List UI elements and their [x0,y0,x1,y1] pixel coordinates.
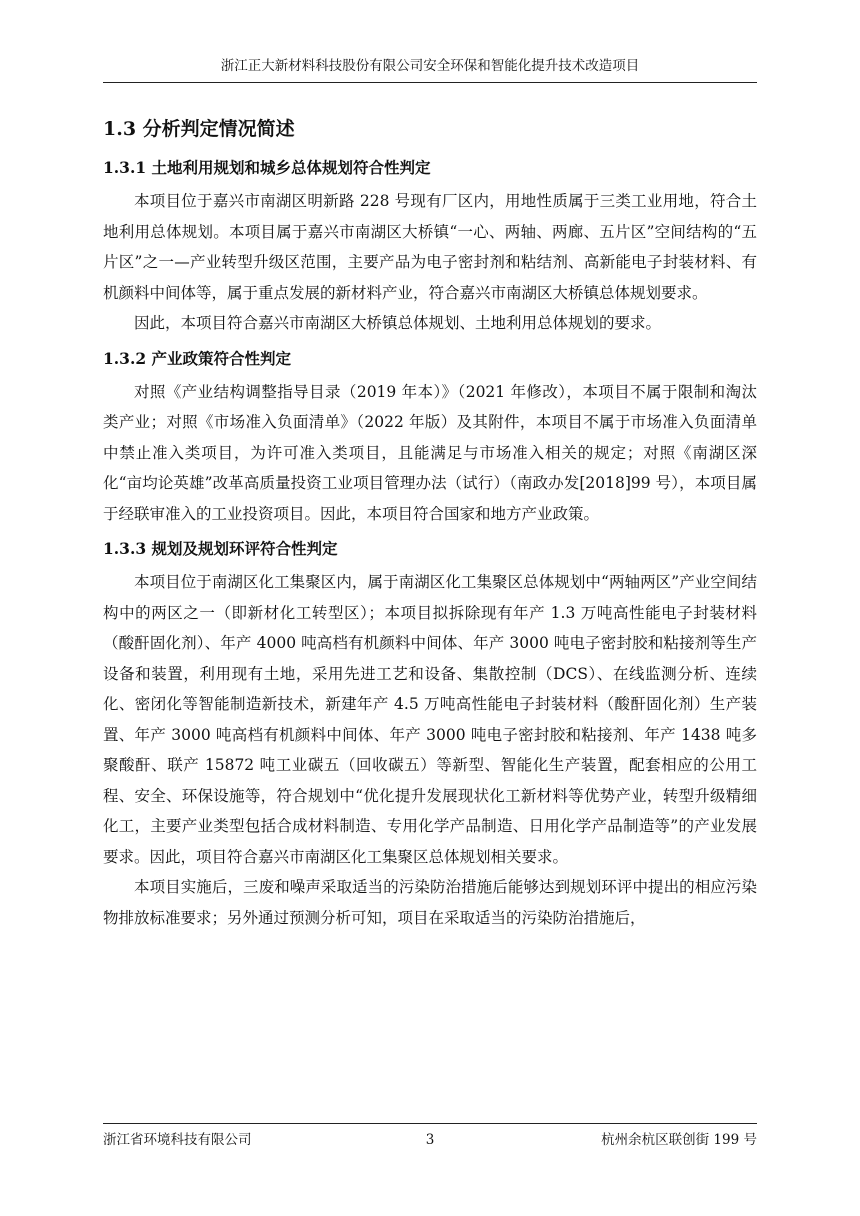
subsection-heading-1-3-3: 1.3.3 规划及规划环评符合性判定 [103,539,338,558]
subsection-heading-1-3-2: 1.3.2 产业政策符合性判定 [103,348,292,368]
paragraph: 本项目位于嘉兴市南湖区明新路 228 号现有厂区内，用地性质属于三类工业用地，符合土地利用总体规划。本项目属于嘉兴市南湖区大桥镇“一心、两轴、两廊、五片区”空间结构的“五片区”之一—产业转型升级区范围，主要产品为电子密封剂和粘结剂、高新能电子封装材料、有机颜料中间体等，属于重点发展的新材料产业，符合嘉兴市南湖区大桥镇总体规划要求。 [103,192,757,302]
section-heading: 1.3 分析判定情况简述 [103,118,295,140]
paragraph: 对照《产业结构调整指导目录（2019 年本）》（2021 年修改），本项目不属于限制和淘汰类产业；对照《市场准入负面清单》（2022 年版）及其附件，本项目不属于市场准入负面清单中禁止准入类项目，为许可准入类项目，且能满足与市场准入相关的规定；对照《南湖区深化“亩均论英雄”改革高质量投资工业项目管理办法（试行）（南政办发[2018]99 号），本项目属于经联审准入的工业投资项目。因此，本项目符合国家和地方产业政策。 [103,382,757,523]
page-footer [103,1123,757,1150]
page-header: 浙江正大新材料科技股份有限公司安全环保和智能化提升技术改造项目 [103,56,757,83]
page-number: 3 [425,1132,435,1148]
paragraph: 本项目实施后，三废和噪声采取适当的污染防治措施后能够达到规划环评中提出的相应污染物排放标准要求；另外通过预测分析可知，项目在采取适当的污染防治措施后， [103,878,757,927]
paragraph: 因此，本项目符合嘉兴市南湖区大桥镇总体规划、土地利用总体规划的要求。 [134,314,662,332]
footer-company: 浙江省环境科技有限公司 [103,1132,252,1148]
paragraph: 本项目位于南湖区化工集聚区内，属于南湖区化工集聚区总体规划中“两轴两区”产业空间结构中的两区之一（即新材化工转型区）；本项目拟拆除现有年产 1.3 万吨高性能电子封装材料（酸酐固化剂）、年产 4000 吨高档有机颜料中间体、年产 3000 吨电子密封胶和粘接剂等生产设备和装置，利用现有土地，采用先进工艺和设备、集散控制（DCS）、在线监测分析、连续化、密闭化等智能制造新技术，新建年产 4.5 万吨高性能电子封装材料（酸酐固化剂）生产装置、年产 3000 吨高档有机颜料中间体、年产 3000 吨电子密封胶和粘接剂、年产 1438 吨多聚酸酐、联产 15872 吨工业碳五（回收碳五）等新型、智能化生产装置，配套相应的公用工程、安全、环保设施等，符合规划中“优化提升发展现状化工新材料等优势产业，转型升级精细化工，主要产业类型包括合成材料制造、专用化学产品制造、日用化学产品制造等”的产业发展要求。因此，项目符合嘉兴市南湖区化工集聚区总体规划相关要求。 [103,573,757,866]
subsection-heading-1-3-1: 1.3.1 土地利用规划和城乡总体规划符合性判定 [103,158,431,177]
footer-address: 杭州余杭区联创街 199 号 [601,1132,757,1148]
page-content [103,112,757,933]
